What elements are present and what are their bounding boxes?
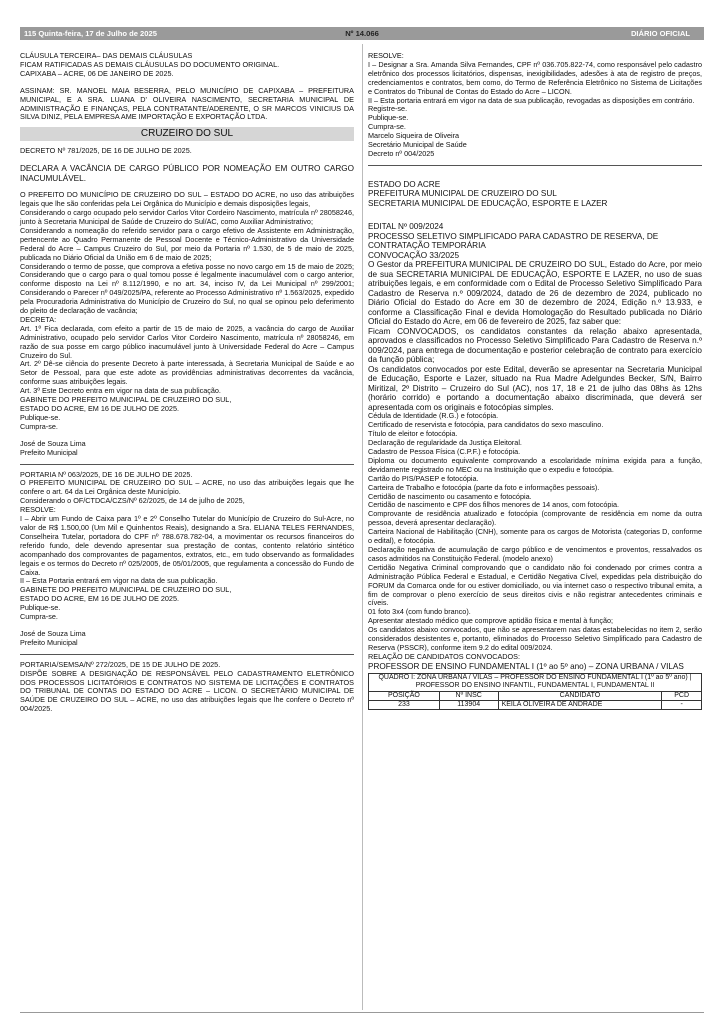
portaria-paragraph: O PREFEITO MUNICIPAL DE CRUZEIRO DO SUL – ACRE, no uso das atribuições legais que lhe confere o art. 64 da Lei Orgânica deste Município.	[20, 478, 354, 497]
decreto-paragraph: Art. 3º Este Decreto entra em vigor na data de sua publicação.	[20, 386, 221, 396]
footer-rule	[20, 1012, 704, 1013]
resolve-paragraph: II – Esta portaria entrará em vigor na data de sua publicação, revogadas as disposições em contrário.	[368, 95, 695, 105]
right-column	[368, 52, 702, 710]
decreto-paragraph: O PREFEITO DO MUNICÍPIO DE CRUZEIRO DO SUL – ESTADO DO ACRE, no uso das atribuições legais que lhe são conferidas pela Lei Orgânica do Município e demais disposições legais,	[20, 190, 354, 209]
clause-heading: CLÁUSULA TERCEIRA– DAS DEMAIS CLÁUSULAS	[20, 51, 193, 60]
resolve-paragraph: Publique-se.	[368, 113, 409, 123]
portaria-paragraph: Cumpra-se.	[20, 612, 58, 622]
semsa-body: DISPÕE SOBRE A DESIGNAÇÃO DE RESPONSÁVEL PELO CADASTRAMENTO ELETRÔNICO DOS PROCESSOS LICITATÓRIOS E CONTRATOS NO SISTEMA DE LICITAÇÕES E CONTRATOS DO TRIBUNAL DE CONTAS DO ESTADO DO ACRE – LICON. O SECRETÁRIO MUNICIPAL DE SAÚDE DE CRUZEIRO DO SUL – ACRE, no uso das atribuições legais que lhe confere o Decreto nº 004/2025.	[20, 668, 354, 714]
resolve-paragraph: Registre-se.	[368, 104, 408, 114]
table-header: POSIÇÃO	[369, 691, 440, 700]
heading-line: ESTADO DO ACRE	[368, 179, 441, 189]
candidates-table	[368, 673, 702, 710]
decreto-paragraph: Considerando o termo de posse, que comprova a efetiva posse no novo cargo em 15 de maio de 2025; Considerando que o cargo para o qual tomou posse é legalmente inacumulável com o cargo anterior, conforme disposto na Lei nº 8.112/1990, e no art. 34, inciso IV, da Lei Municipal nº 299/2001; Considerando o Parecer nº 049/2025/PA, referente ao Processo Administrativo nº 1.563/2025, expedido pela Procuradoria Administrativa do Município de Cruzeiro do Sul, no qual se opinou pelo deferimento do pleito de declaração de vacância;	[20, 261, 354, 316]
edital-paragraph: Ficam CONVOCADOS, os candidatos constantes da relação abaixo apresentada, aprovados e classificados no Processo Seletivo Simplificado Para Cadastro de Reserva n.º 009/2024, para entrega de documentação e posterior celebração de contrato para exercício da função pública;	[368, 326, 702, 365]
page-header	[20, 27, 704, 40]
table-header: CANDIDATO	[498, 691, 662, 700]
resolve-paragraph: Decreto nº 004/2025	[368, 148, 435, 158]
resolve-paragraph: Secretário Municipal de Saúde	[368, 140, 467, 150]
portaria-paragraph: ESTADO DO ACRE, EM 16 DE JULHO DE 2025.	[20, 594, 180, 604]
assinam-text: ASSINAM: SR. MANOEL MAIA BESERRA, PELO MUNICÍPIO DE CAPIXABA – PREFEITURA MUNICIPAL, E A SRA. LUANA D' OLIVEIRA NASCIMENTO, SECRETARIA MUNICIPAL DE ADMINISTRAÇÃO E FINANÇAS, PELA CONTRATANTE/ADERENTE, O SR MARCOS VINICIUS DA SILVA DINIZ, PELA EMPRESA AME IMPORTAÇÃO E EXPORTAÇÃO LTDA.	[20, 85, 354, 122]
resolve-paragraph: Marcelo Siqueira de Oliveira	[368, 131, 460, 141]
decreto-paragraph: Art. 2º Dê-se ciência do presente Decreto à parte interessada, à Secretaria Municipal de Saúde e ao Setor de Pessoal, para que este adote as providências administrativas decorrentes da vacância, conforme suas atribuições legais.	[20, 359, 354, 387]
page-date: 115 Quinta-feira, 17 de Julho de 2025	[24, 29, 157, 38]
document-item: Título de eleitor e fotocópia.	[368, 429, 458, 439]
document-item: Diploma ou documento equivalente comprovando a escolaridade mínima exigida para a função, devidamente registrado no MEC ou na Instituição que o expediu e fotocópia.	[368, 455, 702, 474]
table-cell: -	[662, 700, 702, 709]
document-item: Certidão Negativa Criminal comprovando que o candidato não foi condenado por crimes contra a Administração Pública Federal e Estadual, e Certidão Negativa Cível, expedidas pela distribuição do FORUM da Comarca onde for ou estiver domiciliado, ou via internet caso o respectivo tribunal emita, a fim de comprovar o pleno exercício de seus direitos civis e não registrar antecedentes criminais e cíveis.	[368, 562, 702, 608]
document-item: Carteira de Trabalho e fotocópia (parte da foto e informações pessoais).	[368, 482, 600, 492]
signature-role: Prefeito Municipal	[20, 447, 78, 457]
section-title: CRUZEIRO DO SUL	[20, 127, 354, 141]
heading-line: PREFEITURA MUNICIPAL DE CRUZEIRO DO SUL	[368, 189, 557, 199]
document-item: Comprovante de residência atualizado e fotocópia (comprovante de residência em nome da outra pessoa, deverá apresentar declaração).	[368, 509, 702, 528]
table-cell: KEILA OLIVEIRA DE ANDRADE	[498, 700, 662, 709]
document-item: Declaração negativa de acumulação de cargo público e de vencimentos e proventos, ressalvados os casos admitidos na Constituição Federal. (modelo anexo)	[368, 544, 702, 563]
resolve-paragraph: I – Designar a Sra. Amanda Silva Fernandes, CPF nº 036.705.822-74, como responsável pelo cadastro eletrônico dos processos licitatórios, dispensas, inexigibilidades, adesões à ata de registro de preços, credenciamentos e contratos, bem como, do Termo de Referência Eletrônico no Sistema de Licitações e Contratos do Tribunal de Contas do Estado do Acre – LICON.	[368, 59, 702, 96]
document-item: 01 foto 3x4 (com fundo branco).	[368, 607, 471, 617]
edital-line: CONVOCAÇÃO 33/2025	[368, 250, 460, 260]
resolve-paragraph: Cumpra-se.	[368, 122, 406, 132]
decreto-paragraph: Considerando o cargo ocupado pelo servidor Carlos Vitor Cordeiro Nascimento, matrícula nº 28058246, junto à Secretaria Municipal de Saúde de Cruzeiro do Sul/AC, como Auxiliar Administrativo;	[20, 208, 354, 226]
left-column	[20, 52, 354, 714]
edital-paragraph: Os candidatos convocados por este Edital, deverão se apresentar na Secretaria Municipal de Educação, Esporte e Lazer, situado na Rua Madre Adelgundes Becker, S/N, Bairro Miritizal, 2º Distrito – Cruzeiro do Sul (AC), nos 17, 18 e 21 de julho das 08hs às 12hs (horário corrido) e portando a documentação abaixo discriminada, que deverá ser apresentada com os originais e fotocópias simples.	[368, 364, 702, 412]
decreto-declara: DECLARA A VACÂNCIA DE CARGO PÚBLICO POR NOMEAÇÃO EM OUTRO CARGO INACUMULÁVEL.	[20, 164, 354, 183]
edital-paragraph: Os candidatos abaixo convocados, que não se apresentarem nas datas estabelecidas no item 2, serão considerados desistentes e, portanto, eliminados do Processo Seletivo Simplificado para Cadastro de Reserva (PSSCR), conforme item 9.2 do edital 009/2024.	[368, 625, 702, 652]
document-item: Declaração de regularidade da Justiça Eleitoral.	[368, 438, 522, 448]
signature-name: José de Souza Lima	[20, 438, 86, 448]
portaria-paragraph: II – Esta Portaria entrará em vigor na data de sua publicação.	[20, 576, 218, 586]
table-header: PCD	[662, 691, 702, 700]
document-item: Cédula de Identidade (R.G.) e fotocópia.	[368, 411, 499, 421]
table-cell: 113904	[439, 700, 498, 709]
journal-title: DIÁRIO OFICIAL	[630, 29, 690, 38]
edital-line: EDITAL Nº 009/2024	[368, 222, 444, 232]
decreto-paragraph: DECRETA:	[20, 314, 57, 324]
document-item: Cartão do PIS/PASEP e fotocópia.	[368, 473, 479, 483]
table-header: Nº INSC	[439, 691, 498, 700]
decreto-paragraph: Cumpra-se.	[20, 421, 58, 431]
portaria-paragraph: Publique-se.	[20, 603, 61, 613]
clause-place-date: CAPIXABA – ACRE, 06 DE JANEIRO DE 2025.	[20, 68, 174, 78]
prof-line: PROFESSOR DE ENSINO FUNDAMENTAL I (1º ao 5º ano) – ZONA URBANA / VILAS	[368, 661, 684, 671]
edital-paragraph: O Gestor da PREFEITURA MUNICIPAL DE CRUZEIRO DO SUL, Estado do Acre, por meio de sua SECRETARIA MUNICIPAL DE EDUCAÇÃO, ESPORTE E LAZER, no uso de suas atribuições legais, e em conformidade com o Edital de Processo Seletivo Simplificado Para Cadastro de Reserva n.º 009/2024, datado de 26 de dezembro de 2024, publicado no Diário Oficial do Estado do Acre em 30 de dezembro de 2024, Edição n.º 13.933, e conforme a Classificação Final e devida Homologação do Resultado publicada no Diário Oficial do Estado do Acre, em 06 de fevereiro de 2025, faz saber que:	[368, 260, 702, 327]
document-item: Certidão de nascimento ou casamento e fotocópia.	[368, 491, 532, 501]
divider	[368, 165, 702, 166]
document-item: Carteira Nacional de Habilitação (CNH), somente para os cargos de Motorista (categorias D, conforme o edital), e fotocópia.	[368, 527, 702, 546]
table-header-row	[369, 691, 702, 700]
table-cell: 233	[369, 700, 440, 709]
portaria-paragraph: RESOLVE:	[20, 505, 56, 515]
portaria-paragraph: Considerando o OF/CTDCA/CZS/Nº 62/2025, de 14 de julho de 2025,	[20, 496, 245, 506]
decreto-paragraph: ESTADO DO ACRE, EM 16 DE JULHO DE 2025.	[20, 404, 180, 413]
signature-name: José de Souza Lima	[20, 628, 86, 638]
divider	[20, 654, 354, 655]
signature-role: Prefeito Municipal	[20, 637, 78, 647]
semsa-title: PORTARIA/SEMSA/Nº 272/2025, DE 15 DE JULHO DE 2025.	[20, 659, 221, 669]
decreto-title: DECRETO Nº 781/2025, DE 16 DE JULHO DE 2025.	[20, 146, 192, 156]
portaria-paragraph: PORTARIA Nº 063/2025, DE 16 DE JULHO DE 2025.	[20, 469, 193, 479]
decreto-paragraph: Considerando a nomeação do referido servidor para o cargo efetivo de Assistente em Administração, pertencente ao Quadro Permanente de Pessoal Docente e Técnico-Administrativo da Universidade Federal do Acre – Campus Cruzeiro do Sul, por meio da Portaria nº 1.530, de 5 de maio de 2025, publicada no Diário Oficial da União em 6 de maio de 2025;	[20, 225, 354, 262]
column-divider	[362, 44, 363, 1010]
decreto-paragraph: GABINETE DO PREFEITO MUNICIPAL DE CRUZEIRO DO SUL,	[20, 395, 232, 405]
document-item: Apresentar atestado médico que comprove aptidão física e mental à função;	[368, 616, 614, 626]
table-row	[369, 700, 702, 709]
decreto-paragraph: Publique-se.	[20, 412, 61, 422]
table-caption: QUADRO I: ZONA URBANA / VILAS – PROFESSOR DO ENSINO FUNDAMENTAL I (1º ao 5º ano) | PROFESSOR DO ENSINO INFANTIL, FUNDAMENTAL I, FUNDAMENTAL II	[369, 674, 702, 691]
decreto-paragraph: Art. 1º Fica declarada, com efeito a partir de 15 de maio de 2025, a vacância do cargo de Auxiliar Administrativo, ocupado pelo servidor Carlos Vitor Cordeiro Nascimento, matrícula nº 28058246, em razão de sua posse em cargo público inacumulável junto à Universidade Federal do Acre – Campus Cruzeiro do Sul.	[20, 323, 354, 360]
portaria-paragraph: GABINETE DO PREFEITO MUNICIPAL DE CRUZEIRO DO SUL,	[20, 585, 232, 595]
document-item: Certidão de nascimento e CPF dos filhos menores de 14 anos, com fotocópia.	[368, 500, 620, 510]
edital-line: PROCESSO SELETIVO SIMPLIFICADO PARA CADASTRO DE RESERVA, DE CONTRATAÇÃO TEMPORÁRIA	[368, 231, 659, 251]
divider	[20, 464, 354, 465]
document-item: Certificado de reservista e fotocópia, para candidatos do sexo masculino.	[368, 420, 604, 430]
resolve-paragraph: RESOLVE:	[368, 51, 404, 60]
document-item: Cadastro de Pessoa Física (C.P.F.) e fotocópia.	[368, 447, 521, 456]
edition-number: Nº 14.066	[345, 29, 379, 38]
clause-text: FICAM RATIFICADAS AS DEMAIS CLÁUSULAS DO DOCUMENTO ORIGINAL.	[20, 59, 280, 69]
heading-line: SECRETARIA MUNICIPAL DE EDUCAÇÃO, ESPORTE E LAZER	[368, 198, 608, 208]
edital-paragraph: RELAÇÃO DE CANDIDATOS CONVOCADOS:	[368, 651, 521, 661]
portaria-paragraph: I – Abrir um Fundo de Caixa para 1º e 2º Conselho Tutelar do Município de Cruzeiro do Sul-Acre, no valor de R$ 1.500,00 (Um Mil e Quinhentos Reais), designando a Sra. ELIANA TELES FERNANDES, Conselheira Tutelar, portadora do CPF nº 788.678.782-04, a movimentar os recursos financeiros do referido fundo, dele devendo apresentar sua prestação de contas, contento relatório sintético acompanhado dos comprovantes de pagamentos, extratos, etc., em tudo observando as formalidades legais e os termos do Decreto nº 025/2005, de 05/01/2005, que regulamenta a concessão do Fundo de Caixa.	[20, 514, 354, 577]
